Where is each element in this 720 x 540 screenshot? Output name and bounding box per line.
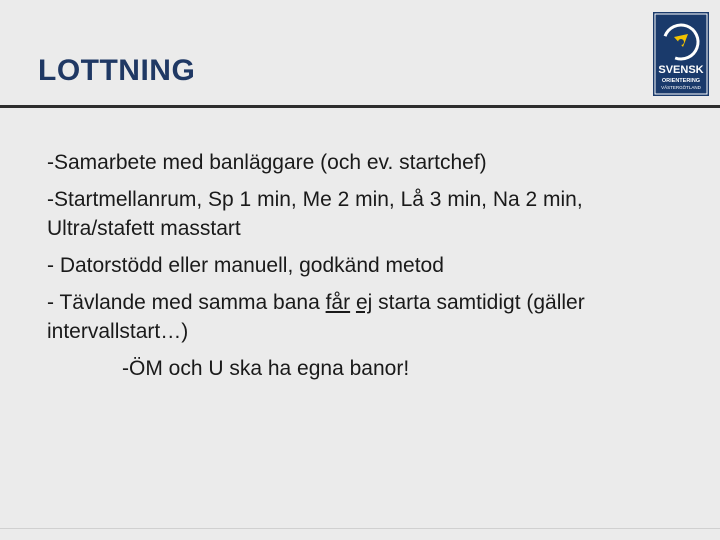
title-divider	[0, 105, 720, 108]
logo-text-region: VÄSTERGÖTLAND	[661, 85, 701, 90]
logo-text-orientering: ORIENTERING	[661, 78, 701, 84]
bullet-line-4	[47, 288, 687, 346]
logo-text-svensk: SVENSK	[658, 64, 704, 76]
footer-divider	[0, 528, 720, 529]
bullet-line-1: -Samarbete med banläggare (och ev. startchef)	[47, 151, 487, 174]
compass-logo-icon	[653, 12, 709, 96]
slide-body	[47, 148, 687, 383]
bullet-line-2: -Startmellanrum, Sp 1 min, Me 2 min, Lå 3 min, Na 2 min, Ultra/stafett masstart	[47, 188, 583, 240]
bullet-4-part-after: starta samtidigt (gäller intervallstart…)	[47, 291, 585, 343]
bullet-4-underlined-ej: ej	[355, 291, 373, 314]
svensk-orientering-logo	[653, 12, 709, 96]
bullet-4-underlined-far: får	[325, 291, 351, 314]
bullet-line-5: -ÖM och U ska ha egna banor!	[122, 357, 410, 380]
bullet-line-3: - Datorstödd eller manuell, godkänd metod	[47, 254, 444, 277]
bullet-4-part-before: - Tävlande med samma bana	[47, 291, 326, 314]
slide-title: LOTTNING	[38, 54, 196, 87]
